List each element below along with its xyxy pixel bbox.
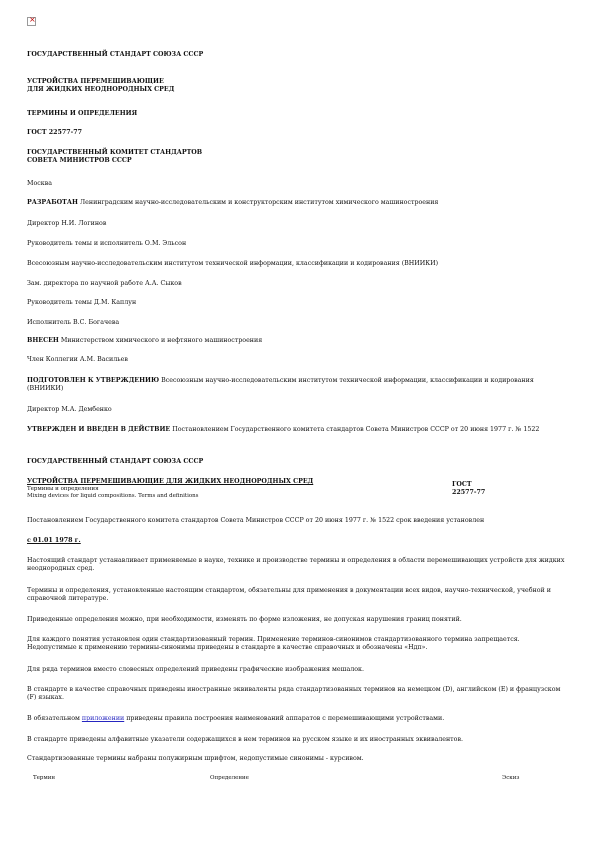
decree: Постановлением Государственного комитета стандартов Совета Министров СССР от 20 июня 1977 г. № 1522 срок введения установлен xyxy=(27,517,485,524)
title-block-en-title: Mixing devices for liquid compositions. Terms and definitions xyxy=(27,493,199,500)
introduced-by xyxy=(27,337,567,345)
title-block-left xyxy=(27,478,442,500)
committee-line-1: ГОСУДАРСТВЕННЫЙ КОМИТЕТ СТАНДАРТОВ xyxy=(27,149,203,156)
document-subtitle: ТЕРМИНЫ И ОПРЕДЕЛЕНИЯ xyxy=(27,110,138,117)
appendix-paragraph xyxy=(27,715,567,723)
standard-header-repeat: ГОСУДАРСТВЕННЫЙ СТАНДАРТ СОЮЗА СССР xyxy=(27,458,204,465)
title-line-1: УСТРОЙСТВА ПЕРЕМЕШИВАЮЩИЕ xyxy=(27,78,164,85)
broken-image-icon xyxy=(27,17,36,26)
body-paragraph-6: В стандарте в качестве справочных приведены иностранные эквиваленты ряда стандартизованных терминов на немецком (D), английском (E) и французском (F) языках. xyxy=(27,686,561,702)
developed-text: Ленинградским научно-исследовательским и конструкторским институтом химического машиностроения xyxy=(77,199,439,206)
body-paragraph-5: Для ряда терминов вместо словесных определений приведены графические изображения мешалок. xyxy=(27,666,364,673)
director-2: Директор М.А. Дембенко xyxy=(27,406,112,413)
theme-lead-1: Руководитель темы и исполнитель О.М. Эльсон xyxy=(27,240,187,247)
body-paragraph-1: Настоящий стандарт устанавливает применяемые в науке, технике и производстве термины и определения в области перемешивающих устройств для жидких неоднородных сред. xyxy=(27,557,565,573)
body-paragraph-2: Термины и определения, установленные настоящим стандартом, обязательны для применения в документации всех видов, научно-технической, учебной и справочной литературе. xyxy=(27,587,551,603)
terms-col-definition: Определение xyxy=(210,775,249,781)
title-block-gost-label: ГОСТ xyxy=(452,481,472,488)
appendix-before: В обязательном xyxy=(27,715,82,722)
title-block-ru-sub: Термины и определения xyxy=(27,486,99,493)
introduced-caps: ВНЕСЕН xyxy=(27,337,59,344)
effective-date: с 01.01 1978 г. xyxy=(27,537,81,544)
developed-caps: РАЗРАБОТАН xyxy=(27,199,78,206)
vniiki: Всесоюзным научно-исследовательским институтом технической информации, классификации и кодирования (ВНИИКИ) xyxy=(27,260,439,267)
board-member: Член Коллегии А.М. Васильев xyxy=(27,356,128,363)
standard-header: ГОСУДАРСТВЕННЫЙ СТАНДАРТ СОЮЗА СССР xyxy=(27,51,204,58)
director-1: Директор Н.И. Логинов xyxy=(27,220,107,227)
title-block-gost xyxy=(452,481,552,497)
prepared-caps: ПОДГОТОВЛЕН К УТВЕРЖДЕНИЮ xyxy=(27,377,160,384)
body-paragraph-4: Для каждого понятия установлен один стандартизованный термин. Применение терминов-синонимов стандартизованного термина запрещается. Недопустимые к применению термины-синонимы приведены в стандарте в качестве справочных и обозначены «Ндп». xyxy=(27,636,520,652)
gost-number: ГОСТ 22577-77 xyxy=(27,129,83,136)
approved-caps: УТВЕРЖДЕН И ВВЕДЕН В ДЕЙСТВИЕ xyxy=(27,426,171,433)
title-line-2: ДЛЯ ЖИДКИХ НЕОДНОРОДНЫХ СРЕД xyxy=(27,86,175,94)
title-block-gost-number: 22577-77 xyxy=(452,489,486,497)
approved xyxy=(27,426,567,434)
document-title xyxy=(27,78,567,94)
committee xyxy=(27,149,567,165)
developed-by xyxy=(27,199,567,207)
committee-line-2: СОВЕТА МИНИСТРОВ СССР xyxy=(27,157,132,165)
terms-col-term: Термин xyxy=(33,775,56,781)
theme-lead-2: Руководитель темы Д.М. Каплун xyxy=(27,299,137,306)
introduced-text: Министерством химического и нефтяного машиностроения xyxy=(58,337,263,344)
title-block-ru-title: УСТРОЙСТВА ПЕРЕМЕШИВАЮЩИЕ ДЛЯ ЖИДКИХ НЕОДНОРОДНЫХ СРЕД xyxy=(27,478,314,485)
body-paragraph-3: Приведенные определения можно, при необходимости, изменять по форме изложения, не допуская нарушения границ понятий. xyxy=(27,616,462,623)
approved-text: Постановлением Государственного комитета стандартов Совета Министров СССР от 20 июня 1977 г. № 1522 xyxy=(170,426,540,433)
body-paragraph-7: В стандарте приведены алфавитные указатели содержащихся в нем терминов на русском языке и их иностранных эквивалентов. xyxy=(27,736,463,743)
body-paragraph-8: Стандартизованные термины набраны полужирным шрифтом, недопустимые синонимы - курсивом. xyxy=(27,755,364,762)
prepared-text: Всесоюзным научно-исследовательским институтом технической информации, классификации и кодирования (ВНИИКИ) xyxy=(27,377,534,393)
city: Москва xyxy=(27,180,52,187)
appendix-link[interactable]: приложении xyxy=(81,715,125,722)
executor: Исполнитель В.С. Богачева xyxy=(27,319,120,326)
appendix-after: приведены правила построения наименований аппаратов с перемешивающими устройствами. xyxy=(124,715,445,722)
deputy-director: Зам. директора по научной работе А.А. Сыков xyxy=(27,280,182,287)
prepared-by xyxy=(27,377,567,393)
terms-col-sketch: Эскиз xyxy=(502,775,520,781)
